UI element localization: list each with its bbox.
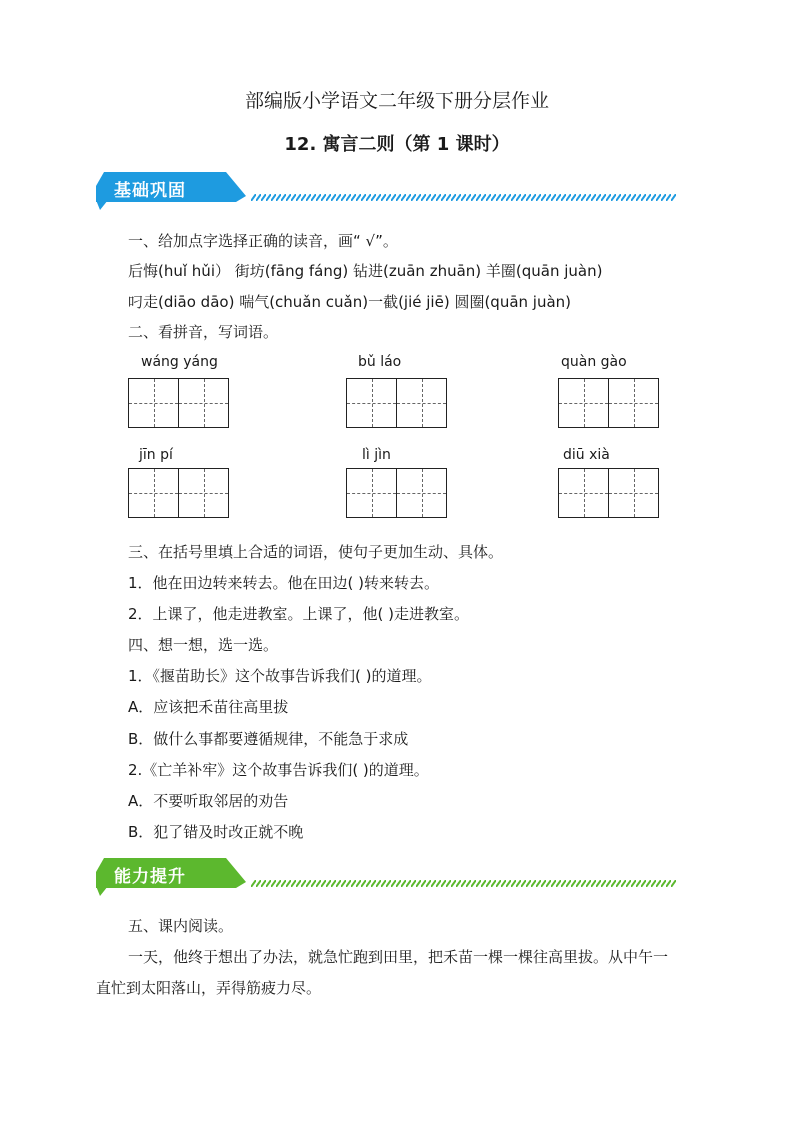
section-banner-basic [96,172,676,212]
q5-paragraph-line2: 直忙到太阳落山，弄得筋疲力尽。 [96,979,322,997]
writing-cell[interactable] [128,378,179,428]
writing-cell[interactable] [346,468,397,518]
writing-cell[interactable] [558,468,609,518]
writing-cell[interactable] [608,378,659,428]
page-title: 部编版小学语文二年级下册分层作业 [244,90,549,112]
q4-item2-option-a: A．不要听取邻居的劝告 [128,792,289,810]
q3-heading: 三、在括号里填上合适的词语，使句子更加生动、具体。 [128,543,504,561]
pinyin-label: bǔ láo [358,354,402,370]
writing-cell[interactable] [178,468,229,518]
pinyin-label: quàn gào [561,354,627,370]
pinyin-label: lì jìn [362,447,391,463]
q4-item2-option-b: B．犯了错及时改正就不晚 [128,823,304,841]
q4-item2: 2.《亡羊补牢》这个故事告诉我们( )的道理。 [128,761,429,779]
q3-item2: 2．上课了，他走进教室。上课了，他( )走进教室。 [128,605,470,623]
pinyin-label: diū xià [563,447,610,463]
writing-cell[interactable] [178,378,229,428]
q3-item1: 1．他在田边转来转去。他在田边( )转来转去。 [128,574,440,592]
writing-cell[interactable] [346,378,397,428]
q1-line1: 后悔(huǐ hǔi） 街坊(fāng fáng) 钻进(zuān zhuān) 羊圈(quān juàn) [128,262,603,280]
pinyin-label: wáng yáng [141,354,218,370]
q4-item1-option-b: B．做什么事都要遵循规律，不能急于求成 [128,730,409,748]
q4-item1-option-a: A．应该把禾苗往高里拔 [128,698,289,716]
writing-cell[interactable] [396,468,447,518]
writing-grid[interactable] [346,468,447,518]
banner-stripes-advanced [251,880,676,887]
section-label-advanced: 能力提升 [114,867,186,887]
writing-grid[interactable] [128,378,229,428]
q4-heading: 四、想一想，选一选。 [128,636,279,654]
q4-item1: 1．《揠苗助长》这个故事告诉我们( )的道理。 [128,667,432,685]
section-banner-advanced [96,858,676,898]
q2-heading: 二、看拼音，写词语。 [128,323,279,341]
writing-grid[interactable] [346,378,447,428]
banner-stripes-basic [251,194,676,201]
writing-cell[interactable] [128,468,179,518]
section-label-basic: 基础巩固 [114,181,186,201]
writing-grid[interactable] [128,468,229,518]
q5-heading: 五、课内阅读。 [128,917,234,935]
q1-line2: 叼走(diāo dāo) 喘气(chuǎn cuǎn)一截(jié jiē) 圆圈(quān juàn) [128,293,572,311]
lesson-subtitle: 12. 寓言二则（第 1 课时） [284,134,510,155]
writing-grid[interactable] [558,378,659,428]
q1-heading: 一、给加点字选择正确的读音，画“ √”。 [128,232,398,250]
q5-paragraph-line1: 一天，他终于想出了办法，就急忙跑到田里，把禾苗一棵一棵往高里拔。从中午一 [128,948,669,966]
writing-cell[interactable] [608,468,659,518]
writing-cell[interactable] [396,378,447,428]
writing-cell[interactable] [558,378,609,428]
pinyin-label: jīn pí [139,447,173,463]
writing-grid[interactable] [558,468,659,518]
